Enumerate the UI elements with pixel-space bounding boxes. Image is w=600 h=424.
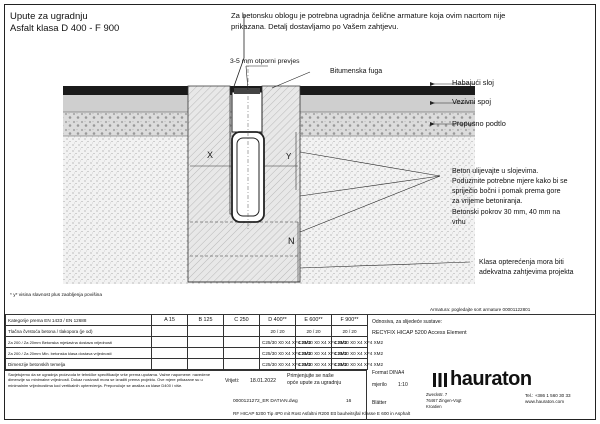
row4-label: Za 200 / Za 20mm	[8, 350, 41, 356]
company-address-3: Kroatien	[426, 404, 442, 409]
subject-line2: opće upute za ugradnju	[287, 380, 342, 386]
drawn-label: Vrijeti:	[225, 378, 240, 384]
class-e600: E 600**	[296, 315, 332, 326]
concrete-note-6: vrhu	[452, 219, 466, 226]
hauraton-logo-icon	[432, 371, 448, 389]
reinforcement-note-line2: prikazana. Detalj dostavljamo po Vašem zahtjevu.	[231, 22, 399, 31]
table-cell: Dimenzije betonskih temelja	[6, 359, 152, 370]
footer-line: RF HICAP 5200 Tip 4P0 mit Rost Asfaltni R200 Ett bauheitsjfal Klasse E 600 in Asphalt	[233, 411, 411, 416]
table-cell: C25/30 X0 X4 XF4 XM2	[260, 348, 296, 359]
scale-value: 1:10	[398, 382, 408, 388]
company-address-1: Zweckstr. 7	[426, 392, 448, 397]
format-label: Format DIN	[372, 370, 398, 376]
class-b125: B 125	[188, 315, 224, 326]
footnote: * y* visina slavnost plus zaobljenja povišina	[10, 293, 102, 298]
dimension-y-label: Y	[286, 152, 292, 161]
remarks-text: Savjetujemo da se ugradnja proizvoda te tehničke specifikacije vrše prema uputama. Važne napomene: navedene dimenzije su minimalne vrijednosti. Dokaz nosivosti mora se izraditi prema projektu. Ove mjere prikazane su u minimalnim vrijednostima kod vertikalnih opterećenja. Preporučuje se analiza za klase D400 i više.	[8, 372, 211, 388]
channel-top	[232, 92, 262, 132]
class-a15: A 15	[152, 315, 188, 326]
table-cell: C25/30 X0 X4 XF4 XM2	[332, 337, 368, 348]
drawing-title-line2: Asfalt klasa D 400 - F 900	[10, 23, 120, 34]
wearing-course-label: Habajući sloj	[452, 78, 494, 87]
scale-label: mjerilo	[372, 382, 387, 388]
row3-text: Betonska mješavina dostava vrijednosti	[41, 339, 113, 345]
class-c250: C 250	[224, 315, 260, 326]
armature-note: Armatura: pogledajte sort armature 00001122801	[430, 307, 531, 312]
table-cell: C25/30 X0 X4 XF4 XM2	[260, 337, 296, 348]
company-phone: Tel.: +386 1 560 30 33	[525, 393, 571, 398]
binder-course-label: Vezivni spoj	[452, 97, 492, 106]
dimension-x-label: X	[207, 150, 214, 160]
sheet-number: 16	[346, 399, 352, 404]
table-cell: C25/30 X0 X4 XF4 XM2	[296, 337, 332, 348]
dimension-n-label: N	[288, 236, 295, 246]
spec-table	[5, 314, 384, 370]
reinforcement-note-line1: Za betonsku oblogu je potrebna ugradnja čelične armature koja ovim nacrtom nije	[231, 11, 506, 20]
company-web: www.hauraton.com	[525, 399, 565, 404]
subbase-label: Propusno podtlo	[452, 119, 506, 128]
grating	[234, 88, 260, 94]
load-class-note-1: Klasa opterećenja mora biti	[479, 259, 564, 266]
table-cell: 20 / 20	[296, 326, 332, 337]
table-cell: 20 / 20	[332, 326, 368, 337]
table-row	[6, 337, 368, 348]
bitumen-joint-label: Bitumenska fuga	[330, 68, 383, 75]
sheet-label: Blätter	[372, 400, 387, 406]
table-row	[6, 326, 368, 337]
product-name: RECYFIX HICAP 5200 Access Element	[372, 330, 467, 336]
table-row	[6, 348, 368, 359]
order-label: Odnosiva, za slijedeće sustave:	[372, 319, 443, 325]
subject-line1: Primjenjujte se naše	[287, 373, 334, 379]
drawing-title-line1: Upute za ugradnju	[10, 11, 88, 22]
format-value: A4	[398, 370, 405, 376]
table-row	[6, 359, 368, 370]
row4-text: Min. betonska klasa dostava vrijednosti	[41, 350, 112, 356]
table-cell: C25/30 X0 X4 XF4 XM2	[332, 359, 368, 370]
company-name: hauraton	[450, 368, 532, 390]
concrete-note-3: spriječio bočni i pomak prema gore	[452, 188, 561, 195]
concrete-note-4: za vrijeme betoniranja.	[452, 198, 523, 205]
row3-label: Za 200 / Za 20mm	[8, 339, 41, 345]
class-f900: F 900**	[332, 315, 368, 326]
table-cell: C25/30 X0 X4 XF4 XM2	[332, 348, 368, 359]
overflow-label: 3-5 mm otporni prevjes	[230, 58, 300, 65]
table-cell	[6, 348, 152, 359]
table-row	[6, 315, 368, 326]
table-cell: 20 / 20	[260, 326, 296, 337]
class-d400: D 400**	[260, 315, 296, 326]
drawn-date: 18.01.2022	[250, 378, 276, 384]
table-cell: C25/30 X0 X4 XF4 XM2	[296, 359, 332, 370]
load-class-note-2: adekvatna zahtjevima projekta	[479, 269, 574, 276]
concrete-note-5: Betonski pokrov 30 mm, 40 mm na	[452, 209, 561, 216]
concrete-note-1: Beton ulijevajte u slojevima.	[452, 168, 539, 175]
table-cell: C25/30 X0 X4 XF4 XM2	[260, 359, 296, 370]
drawing-number: 0000121272_ER DATIAN.dwg	[233, 399, 298, 404]
table-cell: C25/30 X0 X4 XF4 XM2	[296, 348, 332, 359]
table-cell: Tlačna čvrstoća betona / tlakopora (je od)	[6, 326, 152, 337]
company-address-2: 76467 Zingen-Vogt	[426, 398, 462, 403]
table-cell	[6, 337, 152, 348]
concrete-note-2: Poduzmite potrebne mjere kako bi se	[452, 178, 568, 185]
table-cell: Kategorije prema EN 1433 / EN 12688	[6, 315, 152, 326]
